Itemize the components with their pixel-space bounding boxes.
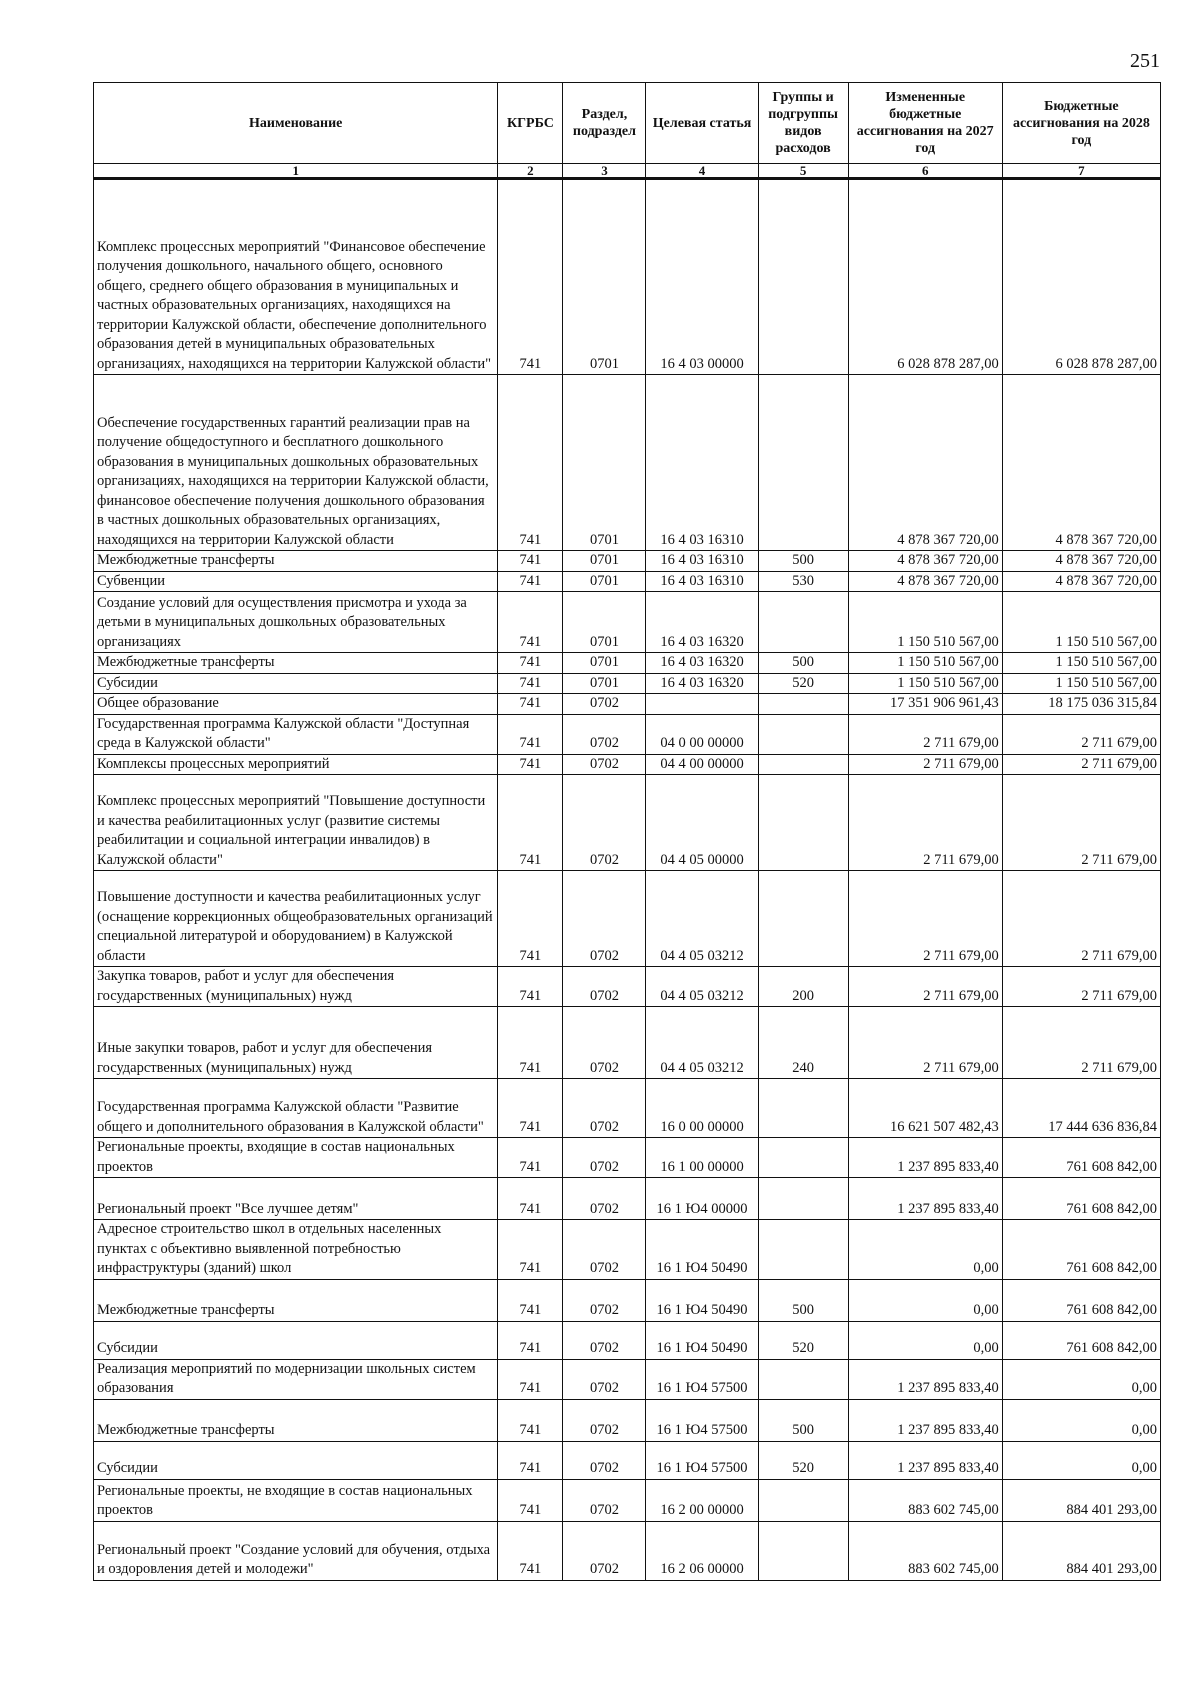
table-row (94, 1220, 1161, 1280)
amount-2028-cell: 4 878 367 720,00 (1002, 571, 1160, 592)
kgrbs-cell: 741 (498, 551, 563, 572)
expense-group-cell: 500 (758, 653, 848, 674)
page-number: 251 (1130, 50, 1160, 72)
expense-group-cell (758, 1479, 848, 1521)
target-article-cell: 16 1 Ю4 57500 (646, 1359, 758, 1399)
target-article-cell: 16 0 00 00000 (646, 1079, 758, 1138)
row-name: Региональные проекты, входящие в состав национальных проектов (94, 1138, 498, 1178)
section-cell: 0702 (563, 1441, 646, 1479)
table-row (94, 1321, 1161, 1359)
amount-2027-cell: 2 711 679,00 (848, 967, 1002, 1007)
kgrbs-cell: 741 (498, 1079, 563, 1138)
table-row (94, 754, 1161, 775)
table-row (94, 673, 1161, 694)
kgrbs-cell: 741 (498, 653, 563, 674)
section-cell: 0702 (563, 1279, 646, 1321)
kgrbs-cell: 741 (498, 1359, 563, 1399)
row-name: Общее образование (94, 694, 498, 715)
kgrbs-cell: 741 (498, 967, 563, 1007)
amount-2028-cell: 761 608 842,00 (1002, 1220, 1160, 1280)
amount-2028-cell: 17 444 636 836,84 (1002, 1079, 1160, 1138)
table-row (94, 1399, 1161, 1441)
section-cell: 0701 (563, 592, 646, 653)
target-article-cell: 04 4 05 03212 (646, 1007, 758, 1079)
row-name: Государственная программа Калужской области "Развитие общего и дополнительного образования в Калужской области" (94, 1079, 498, 1138)
section-cell: 0702 (563, 775, 646, 871)
table-row (94, 871, 1161, 967)
target-article-cell (646, 694, 758, 715)
expense-group-cell: 500 (758, 1399, 848, 1441)
target-article-cell: 16 4 03 16320 (646, 653, 758, 674)
header-name: Наименование (94, 83, 498, 164)
target-article-cell: 16 2 00 00000 (646, 1479, 758, 1521)
row-name: Субсидии (94, 1441, 498, 1479)
section-cell: 0702 (563, 1220, 646, 1280)
row-name: Региональные проекты, не входящие в состав национальных проектов (94, 1479, 498, 1521)
kgrbs-cell: 741 (498, 714, 563, 754)
kgrbs-cell: 741 (498, 1279, 563, 1321)
kgrbs-cell: 741 (498, 871, 563, 967)
kgrbs-cell: 741 (498, 571, 563, 592)
amount-2028-cell: 761 608 842,00 (1002, 1138, 1160, 1178)
table-row (94, 592, 1161, 653)
target-article-cell: 16 1 Ю4 57500 (646, 1399, 758, 1441)
amount-2027-cell: 17 351 906 961,43 (848, 694, 1002, 715)
row-name: Комплекс процессных мероприятий "Повышение доступности и качества реабилитационных услуг (развитие системы реабилитации и социальной интеграции инвалидов) в Калужской области" (94, 775, 498, 871)
table-row (94, 1479, 1161, 1521)
header-groups: Группы и подгруппы видов расходов (758, 83, 848, 164)
kgrbs-cell: 741 (498, 375, 563, 551)
table-body (94, 179, 1161, 1581)
column-number: 5 (758, 164, 848, 179)
amount-2028-cell: 4 878 367 720,00 (1002, 375, 1160, 551)
target-article-cell: 04 0 00 00000 (646, 714, 758, 754)
row-name: Межбюджетные трансферты (94, 653, 498, 674)
table-row (94, 1279, 1161, 1321)
kgrbs-cell: 741 (498, 1521, 563, 1580)
table-row (94, 714, 1161, 754)
table-row (94, 1007, 1161, 1079)
section-cell: 0701 (563, 571, 646, 592)
amount-2028-cell: 0,00 (1002, 1399, 1160, 1441)
amount-2028-cell: 6 028 878 287,00 (1002, 179, 1160, 375)
header-changed-2027: Измененные бюджетные ассигнования на 2027 год (848, 83, 1002, 164)
row-name: Субвенции (94, 571, 498, 592)
target-article-cell: 16 1 Ю4 50490 (646, 1220, 758, 1280)
amount-2027-cell: 2 711 679,00 (848, 754, 1002, 775)
kgrbs-cell: 741 (498, 179, 563, 375)
target-article-cell: 16 1 Ю4 00000 (646, 1178, 758, 1220)
amount-2028-cell: 2 711 679,00 (1002, 1007, 1160, 1079)
row-name: Субсидии (94, 673, 498, 694)
amount-2027-cell: 1 150 510 567,00 (848, 653, 1002, 674)
table-row (94, 653, 1161, 674)
section-cell: 0702 (563, 1521, 646, 1580)
expense-group-cell: 500 (758, 551, 848, 572)
expense-group-cell: 200 (758, 967, 848, 1007)
kgrbs-cell: 741 (498, 592, 563, 653)
table-row (94, 1178, 1161, 1220)
table-row (94, 694, 1161, 715)
amount-2028-cell: 0,00 (1002, 1359, 1160, 1399)
row-name: Адресное строительство школ в отдельных населенных пунктах с объективно выявленной потребностью инфраструктуры (зданий) школ (94, 1220, 498, 1280)
row-name: Закупка товаров, работ и услуг для обеспечения государственных (муниципальных) нужд (94, 967, 498, 1007)
target-article-cell: 16 4 03 16320 (646, 592, 758, 653)
amount-2028-cell: 2 711 679,00 (1002, 714, 1160, 754)
table-row (94, 1441, 1161, 1479)
kgrbs-cell: 741 (498, 754, 563, 775)
amount-2027-cell: 16 621 507 482,43 (848, 1079, 1002, 1138)
row-name: Субсидии (94, 1321, 498, 1359)
expense-group-cell: 240 (758, 1007, 848, 1079)
amount-2028-cell: 884 401 293,00 (1002, 1479, 1160, 1521)
table-row (94, 967, 1161, 1007)
amount-2027-cell: 2 711 679,00 (848, 714, 1002, 754)
table-row (94, 375, 1161, 551)
amount-2028-cell: 2 711 679,00 (1002, 967, 1160, 1007)
amount-2027-cell: 1 150 510 567,00 (848, 673, 1002, 694)
section-cell: 0702 (563, 754, 646, 775)
table-row (94, 775, 1161, 871)
expense-group-cell: 500 (758, 1279, 848, 1321)
amount-2028-cell: 1 150 510 567,00 (1002, 653, 1160, 674)
amount-2027-cell: 0,00 (848, 1220, 1002, 1280)
amount-2028-cell: 2 711 679,00 (1002, 871, 1160, 967)
amount-2028-cell: 18 175 036 315,84 (1002, 694, 1160, 715)
budget-table (93, 82, 1161, 1581)
section-cell: 0701 (563, 375, 646, 551)
kgrbs-cell: 741 (498, 1138, 563, 1178)
amount-2027-cell: 6 028 878 287,00 (848, 179, 1002, 375)
amount-2027-cell: 883 602 745,00 (848, 1479, 1002, 1521)
expense-group-cell (758, 1138, 848, 1178)
expense-group-cell (758, 375, 848, 551)
target-article-cell: 16 4 03 16310 (646, 551, 758, 572)
column-number: 4 (646, 164, 758, 179)
expense-group-cell (758, 871, 848, 967)
kgrbs-cell: 741 (498, 1441, 563, 1479)
table-row (94, 1521, 1161, 1580)
expense-group-cell: 530 (758, 571, 848, 592)
row-name: Государственная программа Калужской области "Доступная среда в Калужской области" (94, 714, 498, 754)
section-cell: 0701 (563, 179, 646, 375)
amount-2027-cell: 1 237 895 833,40 (848, 1138, 1002, 1178)
column-number: 1 (94, 164, 498, 179)
section-cell: 0702 (563, 1178, 646, 1220)
section-cell: 0701 (563, 653, 646, 674)
expense-group-cell (758, 1178, 848, 1220)
column-number-row (94, 164, 1161, 179)
kgrbs-cell: 741 (498, 1479, 563, 1521)
header-target: Целевая статья (646, 83, 758, 164)
expense-group-cell (758, 179, 848, 375)
row-name: Межбюджетные трансферты (94, 1399, 498, 1441)
table-row (94, 1138, 1161, 1178)
amount-2028-cell: 0,00 (1002, 1441, 1160, 1479)
amount-2028-cell: 761 608 842,00 (1002, 1178, 1160, 1220)
target-article-cell: 16 4 03 16320 (646, 673, 758, 694)
expense-group-cell (758, 754, 848, 775)
expense-group-cell (758, 775, 848, 871)
row-name: Комплексы процессных мероприятий (94, 754, 498, 775)
amount-2027-cell: 2 711 679,00 (848, 1007, 1002, 1079)
amount-2027-cell: 0,00 (848, 1321, 1002, 1359)
header-section: Раздел, подраздел (563, 83, 646, 164)
section-cell: 0701 (563, 673, 646, 694)
kgrbs-cell: 741 (498, 694, 563, 715)
row-name: Реализация мероприятий по модернизации школьных систем образования (94, 1359, 498, 1399)
section-cell: 0702 (563, 1359, 646, 1399)
kgrbs-cell: 741 (498, 1178, 563, 1220)
target-article-cell: 04 4 05 00000 (646, 775, 758, 871)
target-article-cell: 16 1 Ю4 50490 (646, 1321, 758, 1359)
table-row (94, 571, 1161, 592)
expense-group-cell (758, 714, 848, 754)
header-kgrbs: КГРБС (498, 83, 563, 164)
amount-2027-cell: 1 150 510 567,00 (848, 592, 1002, 653)
table-row (94, 1079, 1161, 1138)
expense-group-cell (758, 694, 848, 715)
target-article-cell: 16 1 Ю4 57500 (646, 1441, 758, 1479)
target-article-cell: 16 4 03 16310 (646, 375, 758, 551)
amount-2027-cell: 4 878 367 720,00 (848, 571, 1002, 592)
amount-2027-cell: 0,00 (848, 1279, 1002, 1321)
amount-2027-cell: 2 711 679,00 (848, 775, 1002, 871)
target-article-cell: 04 4 00 00000 (646, 754, 758, 775)
amount-2028-cell: 2 711 679,00 (1002, 754, 1160, 775)
amount-2027-cell: 1 237 895 833,40 (848, 1359, 1002, 1399)
expense-group-cell: 520 (758, 1441, 848, 1479)
amount-2027-cell: 4 878 367 720,00 (848, 551, 1002, 572)
target-article-cell: 16 2 06 00000 (646, 1521, 758, 1580)
amount-2027-cell: 883 602 745,00 (848, 1521, 1002, 1580)
expense-group-cell (758, 1079, 848, 1138)
expense-group-cell: 520 (758, 1321, 848, 1359)
kgrbs-cell: 741 (498, 673, 563, 694)
target-article-cell: 16 1 Ю4 50490 (646, 1279, 758, 1321)
kgrbs-cell: 741 (498, 1399, 563, 1441)
amount-2027-cell: 4 878 367 720,00 (848, 375, 1002, 551)
row-name: Обеспечение государственных гарантий реализации прав на получение общедоступного и бесплатного дошкольного образования в муниципальных дошкольных образовательных организациях, находящихся на территории Калужской области, финансовое обеспечение получения дошкольного образования в частных дошкольных образовательных организациях, находящихся на территории Калужской области (94, 375, 498, 551)
header-budget-2028: Бюджетные ассигнования на 2028 год (1002, 83, 1160, 164)
table-row (94, 551, 1161, 572)
section-cell: 0702 (563, 967, 646, 1007)
section-cell: 0702 (563, 1138, 646, 1178)
section-cell: 0702 (563, 694, 646, 715)
row-name: Межбюджетные трансферты (94, 1279, 498, 1321)
section-cell: 0702 (563, 1399, 646, 1441)
row-name: Комплекс процессных мероприятий "Финансовое обеспечение получения дошкольного, начального общего, основного общего, среднего общего образования в муниципальных и частных образовательных организациях, находящихся на территории Калужской области, обеспечение дополнительного образования детей в муниципальных образовательных организациях, находящихся на территории Калужской области" (94, 179, 498, 375)
row-name: Создание условий для осуществления присмотра и ухода за детьми в муниципальных дошкольных образовательных организациях (94, 592, 498, 653)
target-article-cell: 04 4 05 03212 (646, 967, 758, 1007)
section-cell: 0702 (563, 1321, 646, 1359)
amount-2028-cell: 2 711 679,00 (1002, 775, 1160, 871)
kgrbs-cell: 741 (498, 1007, 563, 1079)
target-article-cell: 16 4 03 00000 (646, 179, 758, 375)
row-name: Региональный проект "Создание условий для обучения, отдыха и оздоровления детей и молодежи" (94, 1521, 498, 1580)
amount-2028-cell: 1 150 510 567,00 (1002, 592, 1160, 653)
amount-2028-cell: 1 150 510 567,00 (1002, 673, 1160, 694)
column-number: 2 (498, 164, 563, 179)
section-cell: 0702 (563, 714, 646, 754)
expense-group-cell: 520 (758, 673, 848, 694)
section-cell: 0702 (563, 1079, 646, 1138)
target-article-cell: 16 4 03 16310 (646, 571, 758, 592)
kgrbs-cell: 741 (498, 1321, 563, 1359)
amount-2028-cell: 884 401 293,00 (1002, 1521, 1160, 1580)
amount-2028-cell: 761 608 842,00 (1002, 1321, 1160, 1359)
column-number: 6 (848, 164, 1002, 179)
section-cell: 0702 (563, 1007, 646, 1079)
target-article-cell: 16 1 00 00000 (646, 1138, 758, 1178)
section-cell: 0701 (563, 551, 646, 572)
section-cell: 0702 (563, 871, 646, 967)
column-number: 3 (563, 164, 646, 179)
amount-2027-cell: 1 237 895 833,40 (848, 1441, 1002, 1479)
amount-2027-cell: 2 711 679,00 (848, 871, 1002, 967)
column-number: 7 (1002, 164, 1160, 179)
expense-group-cell (758, 1359, 848, 1399)
kgrbs-cell: 741 (498, 1220, 563, 1280)
table-row (94, 1359, 1161, 1399)
row-name: Региональный проект "Все лучшее детям" (94, 1178, 498, 1220)
amount-2027-cell: 1 237 895 833,40 (848, 1178, 1002, 1220)
amount-2028-cell: 761 608 842,00 (1002, 1279, 1160, 1321)
kgrbs-cell: 741 (498, 775, 563, 871)
table-row (94, 179, 1161, 375)
expense-group-cell (758, 1220, 848, 1280)
header-row (94, 83, 1161, 164)
section-cell: 0702 (563, 1479, 646, 1521)
row-name: Иные закупки товаров, работ и услуг для обеспечения государственных (муниципальных) нужд (94, 1007, 498, 1079)
expense-group-cell (758, 592, 848, 653)
amount-2028-cell: 4 878 367 720,00 (1002, 551, 1160, 572)
row-name: Межбюджетные трансферты (94, 551, 498, 572)
amount-2027-cell: 1 237 895 833,40 (848, 1399, 1002, 1441)
row-name: Повышение доступности и качества реабилитационных услуг (оснащение коррекционных общеобразовательных организаций специальной литературой и оборудованием) в Калужской области (94, 871, 498, 967)
expense-group-cell (758, 1521, 848, 1580)
target-article-cell: 04 4 05 03212 (646, 871, 758, 967)
